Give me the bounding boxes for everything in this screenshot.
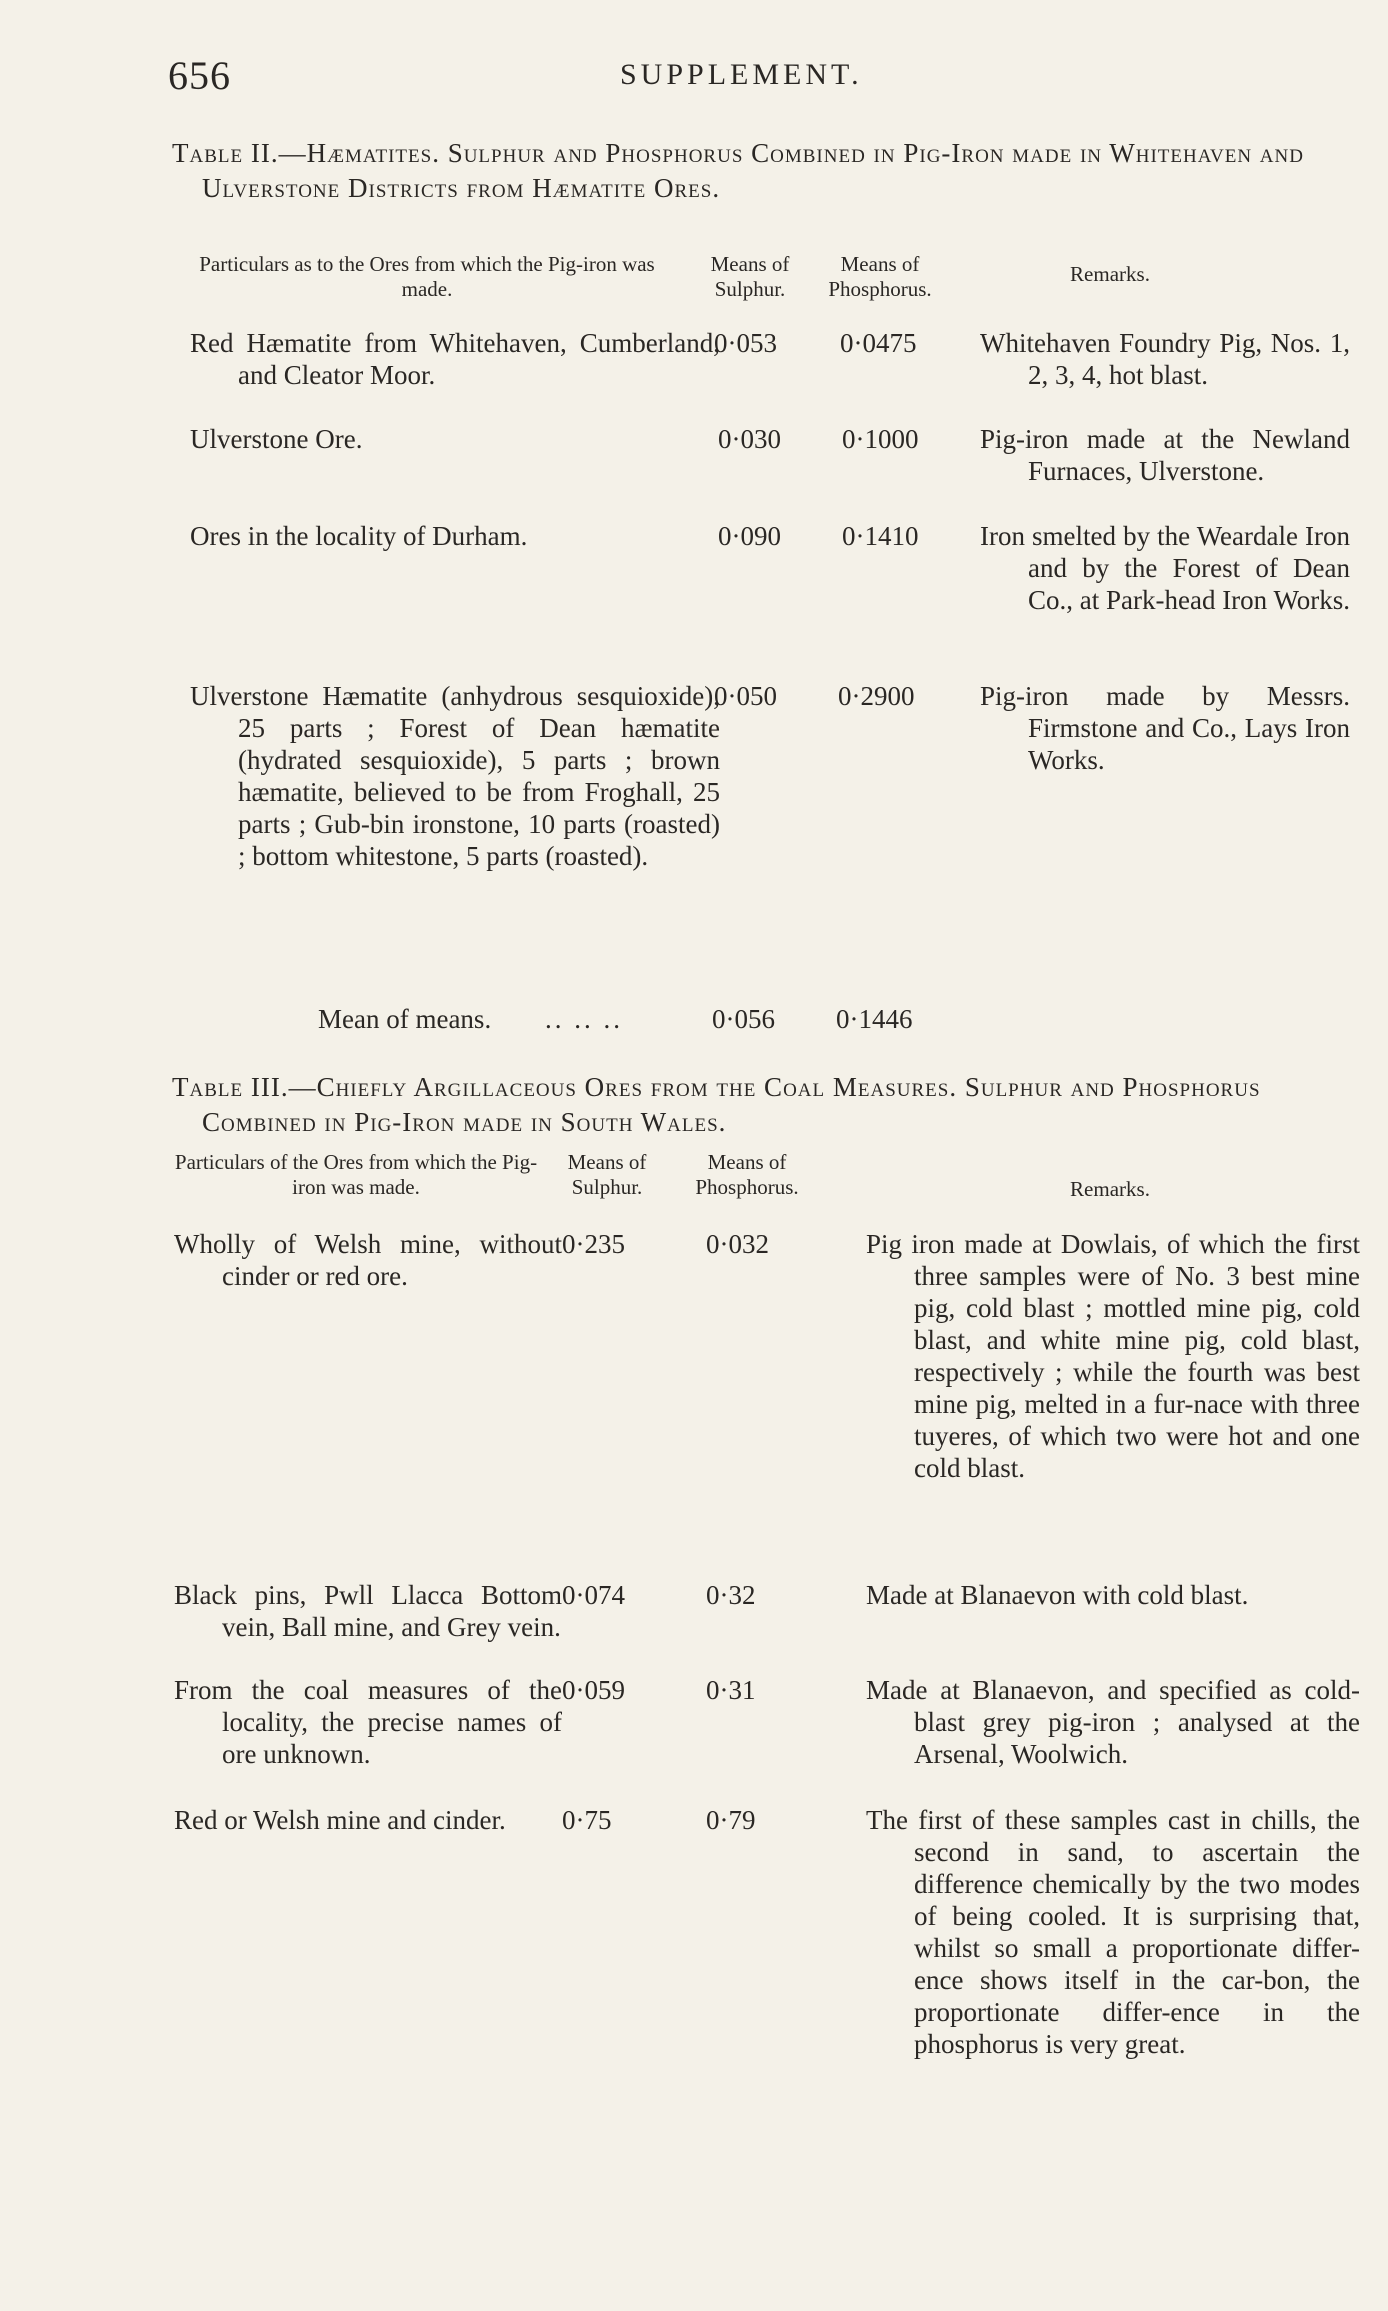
table2-header-phosphorus: Means of Phosphorus. [828, 252, 932, 301]
table3-row1-particulars: Wholly of Welsh mine, without cinder or red ore. [174, 1229, 562, 1291]
table2-row4-remarks: Pig-iron made by Messrs. Firmstone and Co., Lays Iron Works. [980, 681, 1350, 775]
table2-row1-phosphorus: 0·0475 [840, 328, 917, 358]
table2-row2-particulars: Ulverstone Ore. [190, 424, 363, 454]
table3-row4-particulars: Red or Welsh mine and cinder. [174, 1805, 506, 1835]
table2-mean-sulphur: 0·056 [712, 1004, 775, 1034]
table2-row1-sulphur: 0·053 [714, 328, 777, 358]
table3-row1-sulphur: 0·235 [562, 1229, 625, 1259]
table3-row2-remarks: Made at Blanaevon with cold blast. [866, 1580, 1249, 1610]
table2-caption: Table II.—Hæmatites. Sulphur and Phosphorus Combined in Pig-Iron made in Whitehaven and Ulverstone Districts from Hæmatite Ores. [172, 138, 1304, 203]
table2-row2-sulphur: 0·030 [718, 424, 781, 454]
table2-header-particulars: Particulars as to the Ores from which the Pig-iron was made. [199, 252, 655, 301]
table2-header-sulphur: Means of Sulphur. [710, 252, 790, 301]
table2-row1-particulars: Red Hæmatite from Whitehaven, Cumberland, and Cleator Moor. [190, 328, 720, 390]
table3-row3-remarks: Made at Blanaevon, and specified as cold-blast grey pig-iron ; analysed at the Arsenal, Woolwich. [866, 1675, 1360, 1769]
table2-row4-sulphur: 0·050 [714, 681, 777, 711]
table3-header-remarks: Remarks. [1070, 1177, 1150, 1201]
table2-mean-label: Mean of means. [318, 1004, 492, 1034]
table3-row4-remarks: The first of these samples cast in chills, the second in sand, to ascertain the difference chemically by the two modes of being cooled. It is surprising that, whilst so small a proportionate differ-ence shows itself in the car-bon, the proportionate differ-ence in the phosphorus is very great. [866, 1805, 1360, 2059]
table3-row1-phosphorus: 0·032 [706, 1229, 769, 1259]
table2-row4-particulars: Ulverstone Hæmatite (anhydrous sesquioxide), 25 parts ; Forest of Dean hæmatite (hydrated sesquioxide), 5 parts ; brown hæmatite, believed to be from Froghall, 25 parts ; Gub-bin ironstone, 10 parts (roasted) ; bottom whitestone, 5 parts (roasted). [190, 681, 720, 871]
table3-row2-phosphorus: 0·32 [706, 1580, 756, 1610]
table2-row3-particulars: Ores in the locality of Durham. [190, 521, 528, 551]
table2-row3-remarks: Iron smelted by the Weardale Iron and by the Forest of Dean Co., at Park-head Iron Works. [980, 521, 1351, 615]
table3-header-sulphur: Means of Sulphur. [567, 1150, 647, 1199]
table2-row2-phosphorus: 0·1000 [842, 424, 919, 454]
table3-row2-sulphur: 0·074 [562, 1580, 625, 1610]
table2-row4-phosphorus: 0·2900 [838, 681, 915, 711]
table2-row1-remarks: Whitehaven Foundry Pig, Nos. 1, 2, 3, 4, hot blast. [980, 328, 1350, 390]
table2-row3-phosphorus: 0·1410 [842, 521, 919, 551]
table3-row1-remarks: Pig iron made at Dowlais, of which the first three samples were of No. 3 best mine pig, cold blast ; mottled mine pig, cold blast, and white mine pig, cold blast, respectively ; while the fourth was best mine pig, melted in a fur-nace with three tuyeres, of which two were hot and one cold blast. [866, 1229, 1360, 1483]
table3-row3-particulars: From the coal measures of the locality, the precise names of ore unknown. [174, 1675, 562, 1769]
table3-row4-sulphur: 0·75 [562, 1805, 612, 1835]
table2-row2-remarks: Pig-iron made at the Newland Furnaces, Ulverstone. [980, 424, 1350, 486]
table3-row3-sulphur: 0·059 [562, 1675, 625, 1705]
running-title: SUPPLEMENT. [620, 58, 863, 91]
table2-mean-leader: .. .. .. [545, 1004, 623, 1034]
table2-mean-phosphorus: 0·1446 [836, 1004, 913, 1034]
table3-row3-phosphorus: 0·31 [706, 1675, 756, 1705]
table3-header-particulars: Particulars of the Ores from which the Pig-iron was made. [174, 1150, 538, 1199]
table3-header-phosphorus: Means of Phosphorus. [695, 1150, 799, 1199]
page-number: 656 [168, 53, 231, 98]
table3-row4-phosphorus: 0·79 [706, 1805, 756, 1835]
table3-caption: Table III.—Chiefly Argillaceous Ores from the Coal Measures. Sulphur and Phosphorus Combined in Pig-Iron made in South Wales. [172, 1072, 1261, 1137]
table3-row2-particulars: Black pins, Pwll Llacca Bottom vein, Ball mine, and Grey vein. [174, 1580, 562, 1642]
table2-row3-sulphur: 0·090 [718, 521, 781, 551]
table2-header-remarks: Remarks. [1070, 262, 1150, 286]
